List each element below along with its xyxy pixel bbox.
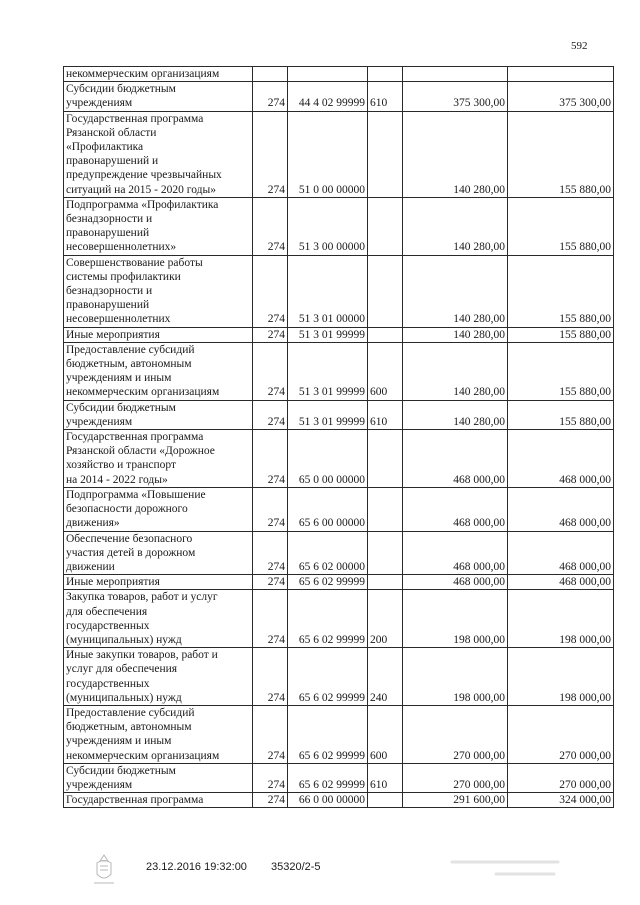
cell-amount-year1: 140 280,00 xyxy=(403,400,508,429)
cell-department-code: 274 xyxy=(253,705,288,763)
cell-expense-type xyxy=(368,487,403,531)
cell-target-article: 65 0 00 00000 xyxy=(288,430,368,488)
page-footer xyxy=(0,852,640,892)
cell-name: Субсидии бюджетным учреждениям xyxy=(64,82,253,111)
cell-amount-year1: 140 280,00 xyxy=(403,342,508,400)
cell-amount-year1: 140 280,00 xyxy=(403,327,508,342)
cell-target-article: 65 6 00 00000 xyxy=(288,487,368,531)
footer-document-code: 35320/2-5 xyxy=(271,861,321,873)
cell-expense-type xyxy=(368,531,403,575)
cell-department-code: 274 xyxy=(253,590,288,648)
cell-name: Подпрограмма «Профилактика безнадзорности и правонарушений несовершеннолетних» xyxy=(64,197,253,255)
cell-amount-year1: 291 600,00 xyxy=(403,793,508,808)
table-row xyxy=(64,575,614,590)
cell-name: Обеспечение безопасного участия детей в дорожном движении xyxy=(64,531,253,575)
faded-stamp-icon xyxy=(450,856,570,882)
table-row xyxy=(64,531,614,575)
cell-amount-year1: 375 300,00 xyxy=(403,82,508,111)
cell-amount-year2: 198 000,00 xyxy=(508,590,614,648)
cell-department-code: 274 xyxy=(253,487,288,531)
cell-target-article: 65 6 02 00000 xyxy=(288,531,368,575)
cell-amount-year2: 375 300,00 xyxy=(508,82,614,111)
cell-amount-year2: 324 000,00 xyxy=(508,793,614,808)
table-row xyxy=(64,197,614,255)
cell-name: Совершенствование работы системы профилактики безнадзорности и правонарушений несовершеннолетних xyxy=(64,255,253,327)
cell-amount-year1: 140 280,00 xyxy=(403,111,508,197)
cell-amount-year2: 155 880,00 xyxy=(508,255,614,327)
cell-amount-year2: 155 880,00 xyxy=(508,327,614,342)
cell-expense-type xyxy=(368,793,403,808)
cell-expense-type: 600 xyxy=(368,705,403,763)
cell-amount-year1: 468 000,00 xyxy=(403,531,508,575)
cell-name: Субсидии бюджетным учреждениям xyxy=(64,763,253,792)
cell-expense-type xyxy=(368,111,403,197)
cell-amount-year2: 270 000,00 xyxy=(508,705,614,763)
cell-amount-year2: 155 880,00 xyxy=(508,400,614,429)
cell-name: Закупка товаров, работ и услуг для обеспечения государственных (муниципальных) нужд xyxy=(64,590,253,648)
cell-department-code: 274 xyxy=(253,82,288,111)
cell-name: Предоставление субсидий бюджетным, автономным учреждениям и иным некоммерческим организациям xyxy=(64,705,253,763)
cell-expense-type: 600 xyxy=(368,342,403,400)
cell-department-code: 274 xyxy=(253,763,288,792)
cell-amount-year2 xyxy=(508,67,614,82)
footer-datetime: 23.12.2016 19:32:00 xyxy=(146,861,247,873)
table-row xyxy=(64,590,614,648)
cell-amount-year2: 198 000,00 xyxy=(508,648,614,706)
cell-target-article: 51 3 00 00000 xyxy=(288,197,368,255)
table-row xyxy=(64,648,614,706)
cell-department-code: 274 xyxy=(253,648,288,706)
cell-amount-year1: 468 000,00 xyxy=(403,487,508,531)
cell-department-code: 274 xyxy=(253,793,288,808)
cell-name: некоммерческим организациям xyxy=(64,67,253,82)
table-row xyxy=(64,487,614,531)
table-row xyxy=(64,255,614,327)
cell-name: Иные мероприятия xyxy=(64,327,253,342)
cell-amount-year1: 140 280,00 xyxy=(403,197,508,255)
table-row xyxy=(64,793,614,808)
cell-department-code xyxy=(253,67,288,82)
cell-amount-year2: 155 880,00 xyxy=(508,342,614,400)
cell-expense-type: 610 xyxy=(368,82,403,111)
cell-target-article: 51 3 01 99999 xyxy=(288,400,368,429)
cell-target-article xyxy=(288,67,368,82)
cell-expense-type: 610 xyxy=(368,763,403,792)
cell-target-article: 51 0 00 00000 xyxy=(288,111,368,197)
cell-target-article: 65 6 02 99999 xyxy=(288,575,368,590)
cell-amount-year1: 270 000,00 xyxy=(403,705,508,763)
cell-department-code: 274 xyxy=(253,327,288,342)
cell-target-article: 65 6 02 99999 xyxy=(288,705,368,763)
cell-amount-year2: 468 000,00 xyxy=(508,430,614,488)
cell-target-article: 65 6 02 99999 xyxy=(288,590,368,648)
cell-expense-type xyxy=(368,255,403,327)
cell-amount-year1: 198 000,00 xyxy=(403,648,508,706)
table-row xyxy=(64,430,614,488)
cell-department-code: 274 xyxy=(253,430,288,488)
cell-amount-year1: 198 000,00 xyxy=(403,590,508,648)
table-row xyxy=(64,763,614,792)
cell-amount-year1: 468 000,00 xyxy=(403,430,508,488)
cell-department-code: 274 xyxy=(253,575,288,590)
cell-expense-type: 610 xyxy=(368,400,403,429)
cell-name: Государственная программа Рязанской области «Дорожное хозяйство и транспорт на 2014 - 2022 годы» xyxy=(64,430,253,488)
cell-amount-year1: 468 000,00 xyxy=(403,575,508,590)
cell-amount-year2: 155 880,00 xyxy=(508,111,614,197)
cell-name: Предоставление субсидий бюджетным, автономным учреждениям и иным некоммерческим организациям xyxy=(64,342,253,400)
cell-expense-type xyxy=(368,430,403,488)
cell-expense-type xyxy=(368,575,403,590)
cell-expense-type xyxy=(368,197,403,255)
cell-target-article: 51 3 01 99999 xyxy=(288,342,368,400)
cell-expense-type xyxy=(368,67,403,82)
budget-table xyxy=(63,66,614,808)
cell-department-code: 274 xyxy=(253,531,288,575)
table-row xyxy=(64,400,614,429)
cell-amount-year2: 270 000,00 xyxy=(508,763,614,792)
cell-target-article: 51 3 01 00000 xyxy=(288,255,368,327)
table-row xyxy=(64,82,614,111)
cell-name: Подпрограмма «Повышение безопасности дорожного движения» xyxy=(64,487,253,531)
cell-department-code: 274 xyxy=(253,255,288,327)
cell-department-code: 274 xyxy=(253,111,288,197)
cell-name: Государственная программа Рязанской области «Профилактика правонарушений и предупреждение чрезвычайных ситуаций на 2015 - 2020 годы» xyxy=(64,111,253,197)
coat-of-arms-icon xyxy=(91,852,117,886)
cell-department-code: 274 xyxy=(253,342,288,400)
cell-target-article: 51 3 01 99999 xyxy=(288,327,368,342)
cell-amount-year2: 468 000,00 xyxy=(508,531,614,575)
cell-amount-year2: 468 000,00 xyxy=(508,487,614,531)
cell-expense-type: 200 xyxy=(368,590,403,648)
cell-name: Иные мероприятия xyxy=(64,575,253,590)
cell-name: Субсидии бюджетным учреждениям xyxy=(64,400,253,429)
cell-name: Иные закупки товаров, работ и услуг для обеспечения государственных (муниципальных) нужд xyxy=(64,648,253,706)
cell-target-article: 66 0 00 00000 xyxy=(288,793,368,808)
table-row xyxy=(64,342,614,400)
table-row xyxy=(64,327,614,342)
cell-target-article: 44 4 02 99999 xyxy=(288,82,368,111)
budget-table-body xyxy=(64,67,614,808)
cell-amount-year2: 468 000,00 xyxy=(508,575,614,590)
cell-amount-year1: 270 000,00 xyxy=(403,763,508,792)
table-row xyxy=(64,67,614,82)
page-number: 592 xyxy=(571,40,588,52)
cell-expense-type: 240 xyxy=(368,648,403,706)
cell-amount-year2: 155 880,00 xyxy=(508,197,614,255)
cell-amount-year1 xyxy=(403,67,508,82)
cell-department-code: 274 xyxy=(253,197,288,255)
cell-target-article: 65 6 02 99999 xyxy=(288,648,368,706)
cell-amount-year1: 140 280,00 xyxy=(403,255,508,327)
table-row xyxy=(64,705,614,763)
cell-expense-type xyxy=(368,327,403,342)
cell-target-article: 65 6 02 99999 xyxy=(288,763,368,792)
table-row xyxy=(64,111,614,197)
cell-department-code: 274 xyxy=(253,400,288,429)
cell-name: Государственная программа xyxy=(64,793,253,808)
